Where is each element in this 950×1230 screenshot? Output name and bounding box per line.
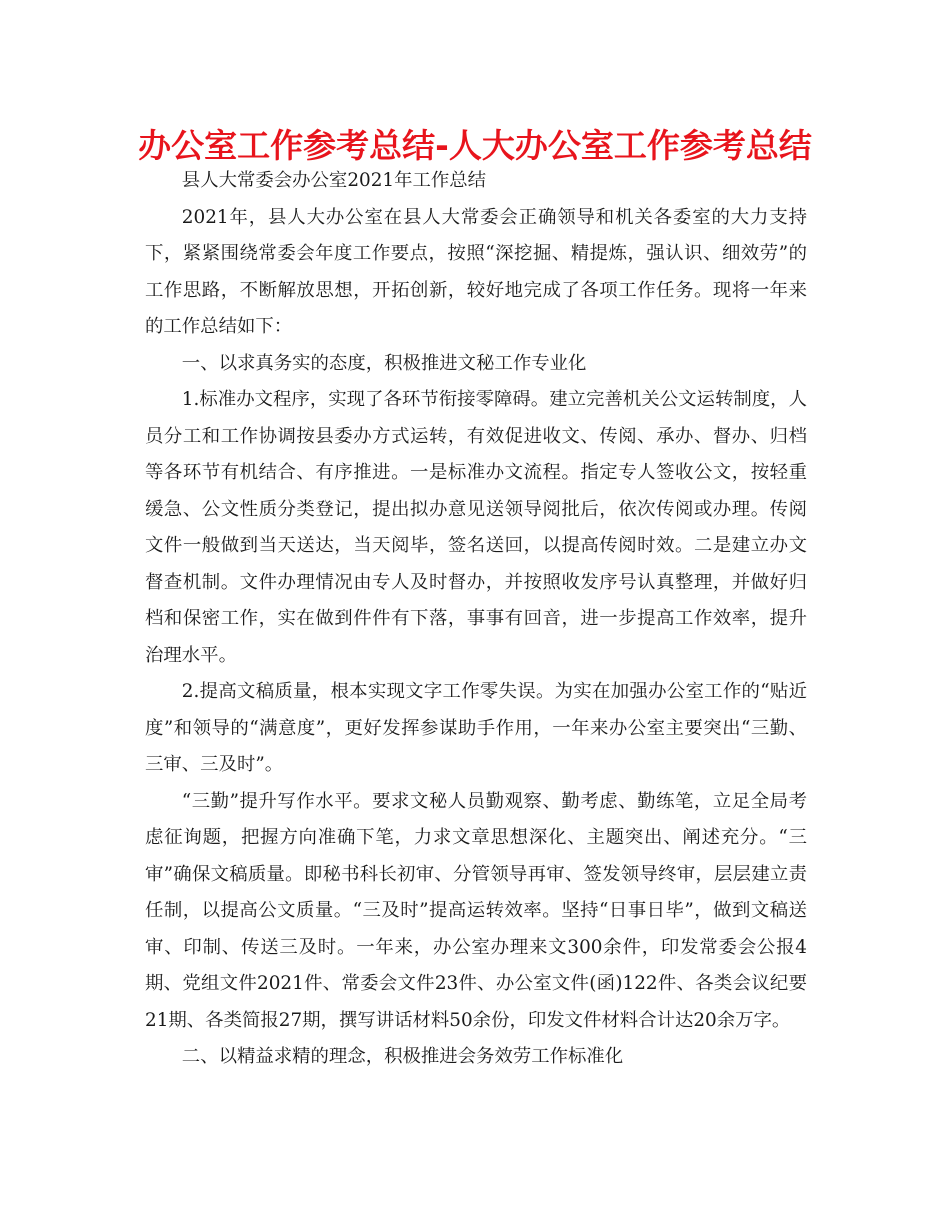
paragraph-three-items: “三勤”提升写作水平。要求文秘人员勤观察、勤考虑、勤练笔，立足全局考虑征询题，把握方向准确下笔，力求文章思想深化、主题突出、阐述充分。“三审”确保文稿质量。即秘书科长初审、分管领导再审、签发领导终审，层层建立责任制，以提高公文质量。“三及时”提高运转效率。坚持“日事日毕”，做到文稿送审、印制、传送三及时。一年来，办公室办理来文300余件，印发常委会公报4期、党组文件2021件、常委会文件23件、办公室文件(函)122件、各类会议纪要21期、各类简报27期，撰写讲话材料50余份，印发文件材料合计达20余万字。 [145, 790, 807, 1031]
paragraph-item-2: 2.提高文稿质量，根本实现文字工作零失误。为实在加强办公室工作的“贴近度”和领导的“满意度”，更好发挥参谋助手作用，一年来办公室主要突出“三勤、三审、三及时”。 [145, 681, 807, 775]
document-body [145, 163, 807, 1076]
section-heading-2: 二、以精益求精的理念，积极推进会务效劳工作标准化 [181, 1046, 624, 1067]
paragraph-subtitle: 县人大常委会办公室2021年工作总结 [181, 170, 487, 191]
paragraph-item-1: 1.标准办文程序，实现了各环节衔接零障碍。建立完善机关公文运转制度，人员分工和工作协调按县委办方式运转，有效促进收文、传阅、承办、督办、归档等各环节有机结合、有序推进。一是标准办文流程。指定专人签收公文，按轻重缓急、公文性质分类登记，提出拟办意见送领导阅批后，依次传阅或办理。传阅文件一般做到当天送达，当天阅毕，签名送回，以提高传阅时效。二是建立办文督查机制。文件办理情况由专人及时督办，并按照收发序号认真整理，并做好归档和保密工作，实在做到件件有下落，事事有回音，进一步提高工作效率，提升治理水平。 [145, 389, 807, 666]
paragraph-intro: 2021年，县人大办公室在县人大常委会正确领导和机关各委室的大力支持下，紧紧围绕常委会年度工作要点，按照“深挖掘、精提炼，强认识、细效劳”的工作思路，不断解放思想，开拓创新，较好地完成了各项工作任务。现将一年来的工作总结如下： [145, 206, 807, 337]
section-heading-1: 一、以求真务实的态度，积极推进文秘工作专业化 [181, 352, 587, 374]
document-title: 办公室工作参考总结-人大办公室工作参考总结 [138, 126, 812, 165]
